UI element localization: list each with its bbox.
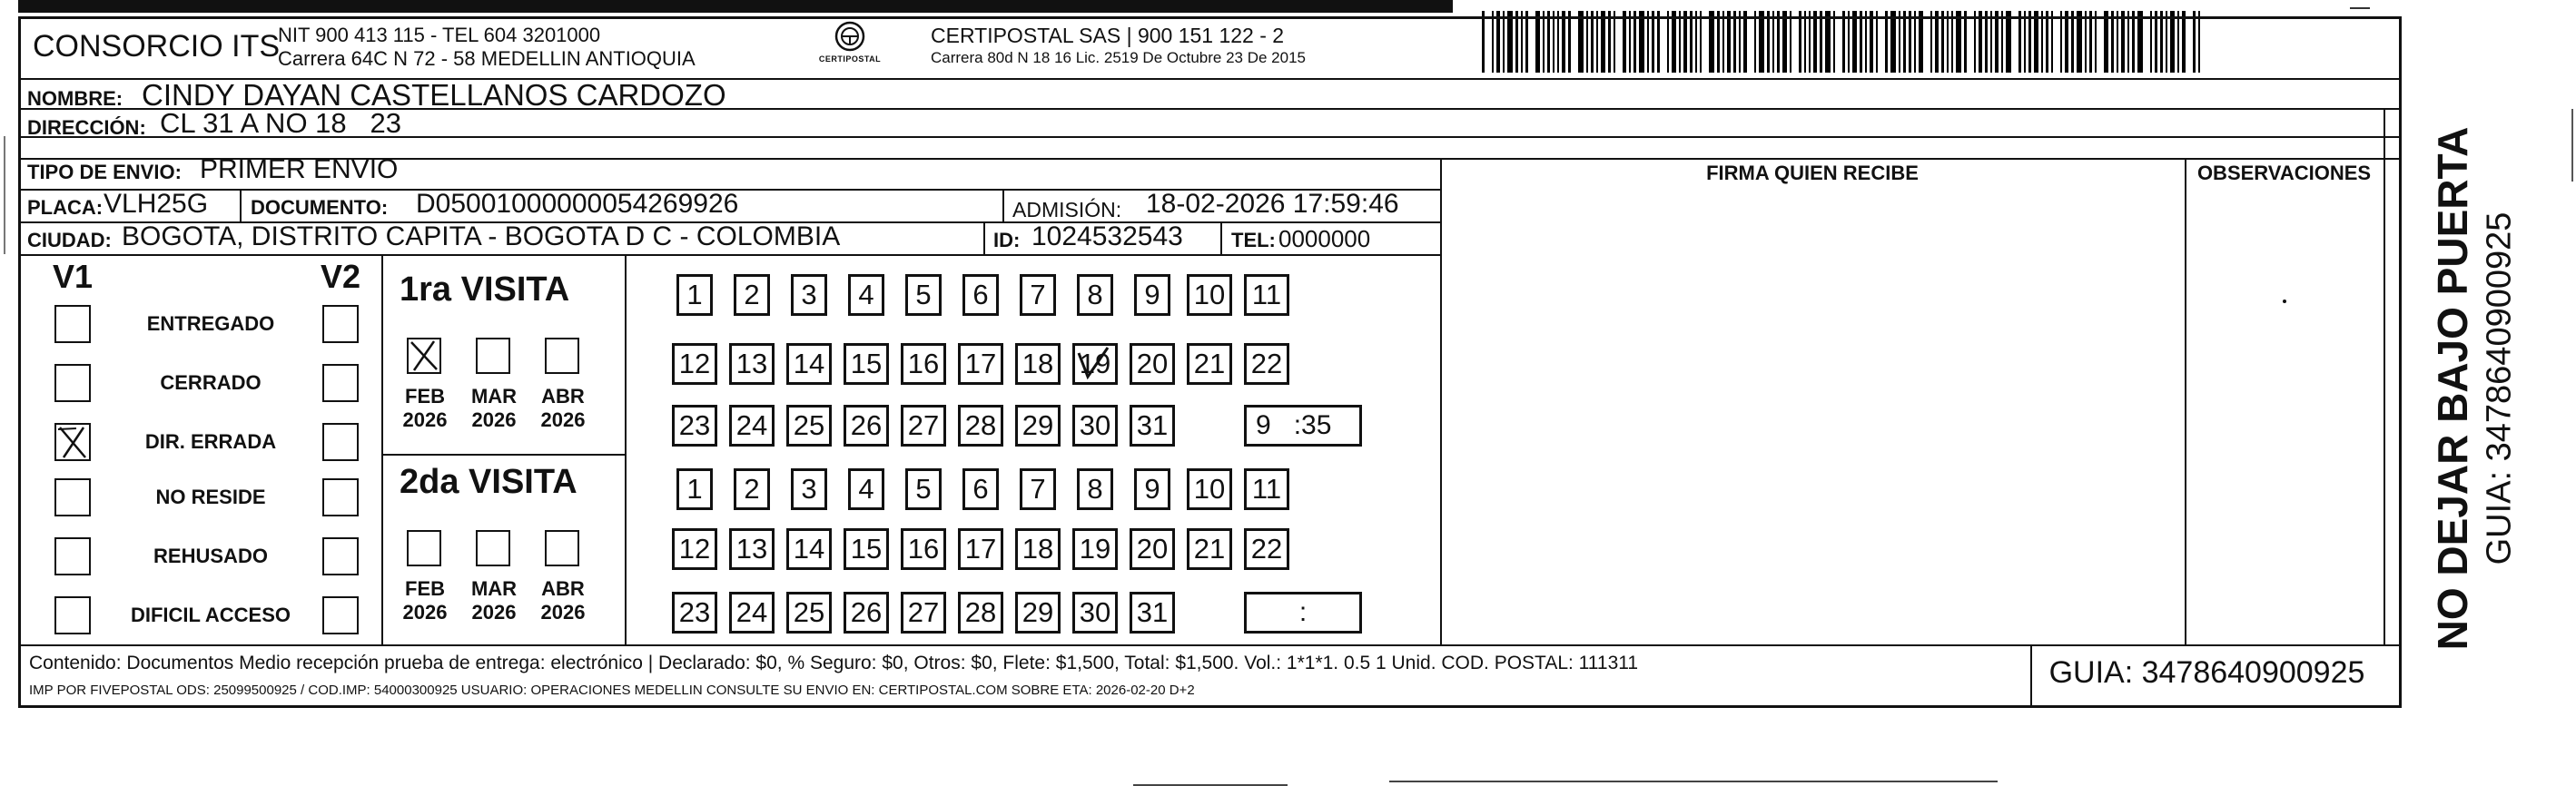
day-number: 23: [678, 409, 711, 441]
visit1-day-box[interactable]: [1187, 274, 1232, 316]
admision-value: 18-02-2026 17:59:46: [1146, 189, 1399, 219]
day-number: 13: [735, 533, 768, 565]
visit1-time-box[interactable]: [1244, 405, 1362, 447]
day-number: 5: [915, 473, 932, 505]
visit1-day-box[interactable]: [734, 274, 770, 316]
visit2-day-box[interactable]: [848, 468, 884, 510]
visit2-day-box[interactable]: [958, 528, 1003, 570]
day-number: 4: [858, 473, 874, 505]
day-number: 17: [964, 533, 997, 565]
day-number: 22: [1250, 533, 1283, 565]
day-number: 29: [1022, 596, 1054, 628]
reason-label: ENTREGADO: [146, 312, 275, 335]
v2-checkbox[interactable]: [322, 537, 359, 575]
visit2-day-box[interactable]: [1077, 468, 1113, 510]
direccion-value: CL 31 A NO 18 23: [160, 107, 401, 139]
visit2-day-box[interactable]: [1187, 528, 1232, 570]
visit1-day-box[interactable]: [1072, 343, 1118, 385]
id-label: ID:: [993, 229, 1021, 251]
day-number: 24: [735, 409, 768, 441]
scan-bottom-mark-2: [1389, 781, 1998, 782]
visit1-day-box[interactable]: [1015, 343, 1061, 385]
visit2-day-box[interactable]: [1072, 592, 1118, 634]
day-number: 21: [1193, 348, 1226, 379]
day-number: 26: [850, 596, 883, 628]
visit2-day-box[interactable]: [729, 592, 775, 634]
day-number: 23: [678, 596, 711, 628]
day-number: 7: [1030, 473, 1046, 505]
header-nit: NIT 900 413 115 - TEL 604 3201000: [278, 24, 601, 46]
visit1-day-box[interactable]: [1187, 343, 1232, 385]
visit1-day-box[interactable]: [901, 405, 946, 447]
visit2-day-box[interactable]: [1130, 528, 1175, 570]
month-name: MAR: [470, 385, 518, 408]
visit1-day-box[interactable]: [791, 274, 827, 316]
visit2-day-box[interactable]: [1015, 592, 1061, 634]
month-year: 2026: [540, 408, 586, 431]
visit1-day-box[interactable]: [786, 343, 832, 385]
firma-header: FIRMA QUIEN RECIBE: [1706, 162, 1919, 184]
day-number: 28: [964, 409, 997, 441]
visit2-day-box[interactable]: [791, 468, 827, 510]
day-number: 14: [793, 533, 825, 565]
day-number: 7: [1030, 279, 1046, 310]
reason-label: DIR. ERRADA: [144, 430, 277, 453]
month-label: [462, 385, 526, 432]
visit2-title: 2da VISITA: [400, 463, 577, 501]
footer-print-info: IMP POR FIVEPOSTAL ODS: 25099500925 / COD.IMP: 54000300925 USUARIO: OPERACIONES MEDELLIN CONSULTE SU ENVIO EN: CERTIPOSTAL.COM SOBRE ETA: 2026-02-20 D+2: [29, 683, 1195, 698]
visit1-day-box[interactable]: [672, 405, 717, 447]
v2-checkbox[interactable]: [322, 364, 359, 402]
month-year: 2026: [402, 408, 448, 431]
reason-label: REHUSADO: [153, 545, 268, 567]
month-label: [393, 577, 457, 624]
visit2-day-box[interactable]: [901, 592, 946, 634]
visit2-day-box[interactable]: [962, 468, 999, 510]
day-number: 28: [964, 596, 997, 628]
certipostal-name: CERTIPOSTAL SAS | 900 151 122 - 2: [931, 24, 1285, 47]
month-label: [531, 385, 595, 432]
visit1-day-box[interactable]: [844, 343, 889, 385]
month-name: FEB: [405, 385, 445, 408]
v2-checkbox[interactable]: [322, 596, 359, 634]
visit2-day-box[interactable]: [672, 528, 717, 570]
day-number: 4: [858, 279, 874, 310]
day-number: 8: [1087, 279, 1103, 310]
direccion-label: DIRECCIÓN:: [27, 116, 146, 139]
day-number: 30: [1079, 409, 1111, 441]
footer-contents: Contenido: Documentos Medio recepción prueba de entrega: electrónico | Declarado: $0, % Seguro: $0, Otros: $0, Flete: $1,500, Total: $1,500. Vol.: 1*1*1. 0.5 1 Unid. COD. POSTAL: 111311: [29, 653, 1639, 673]
visit1-day-box[interactable]: [1077, 274, 1113, 316]
visit1-day-box[interactable]: [1130, 343, 1175, 385]
day-number: 19: [1079, 533, 1111, 565]
month-label: [393, 385, 457, 432]
tel-label: TEL:: [1231, 229, 1276, 251]
month-name: ABR: [541, 577, 585, 600]
day-number: 27: [907, 596, 940, 628]
month-name: MAR: [470, 577, 518, 600]
documento-value: D05001000000054269926: [416, 189, 739, 219]
documento-label: DOCUMENTO:: [251, 196, 389, 219]
reason-label: DIFICIL ACCESO: [130, 604, 291, 626]
month-name: ABR: [541, 385, 585, 408]
day-number: 6: [972, 279, 989, 310]
placa-value: VLH25G: [104, 189, 209, 219]
day-number: 3: [801, 279, 817, 310]
visit2-day-box[interactable]: [844, 592, 889, 634]
v2-checkbox[interactable]: [322, 423, 359, 461]
placa-label: PLACA:: [27, 196, 104, 219]
day-number: 16: [907, 348, 940, 379]
tipo-envio-value: PRIMER ENVIO: [200, 154, 399, 184]
day-number: 10: [1193, 279, 1226, 310]
visit2-day-box[interactable]: [1244, 528, 1289, 570]
day-number: 15: [850, 348, 883, 379]
visit1-day-box[interactable]: [848, 274, 884, 316]
day-number: 13: [735, 348, 768, 379]
day-number: 21: [1193, 533, 1226, 565]
month-year: 2026: [402, 601, 448, 624]
day-number: 1: [686, 279, 703, 310]
visit2-month-checkbox[interactable]: [407, 530, 441, 566]
visit1-day-box[interactable]: [901, 343, 946, 385]
visit1-day-box[interactable]: [1015, 405, 1061, 447]
visit2-month-checkbox[interactable]: [476, 530, 510, 566]
scan-edge-right: [2571, 109, 2573, 182]
day-number: 10: [1193, 473, 1226, 505]
visit1-day-box[interactable]: [1134, 274, 1170, 316]
day-number: 18: [1022, 533, 1054, 565]
reason-label: CERRADO: [160, 371, 262, 394]
visit2-day-box[interactable]: [844, 528, 889, 570]
day-number: 31: [1136, 409, 1169, 441]
visit2-day-box[interactable]: [901, 528, 946, 570]
visit1-day-box[interactable]: [672, 343, 717, 385]
day-number: 30: [1079, 596, 1111, 628]
tipo-envio-label: TIPO DE ENVIO:: [27, 161, 182, 183]
time-value: :: [1298, 597, 1308, 627]
reason-label: NO RESIDE: [155, 486, 266, 508]
day-number: 9: [1144, 473, 1160, 505]
side-warning: NO DEJAR BAJO PUERTA: [2429, 126, 2476, 651]
visit2-month-checkbox[interactable]: [545, 530, 579, 566]
day-number: 27: [907, 409, 940, 441]
day-number: 26: [850, 409, 883, 441]
visit1-month-checkbox[interactable]: [476, 338, 510, 374]
month-label: [531, 577, 595, 624]
day-number: 2: [744, 473, 760, 505]
day-number: 3: [801, 473, 817, 505]
visit1-day-box[interactable]: [1130, 405, 1175, 447]
visit2-day-box[interactable]: [1187, 468, 1232, 510]
visit1-day-box[interactable]: [844, 405, 889, 447]
visit2-day-box[interactable]: [786, 528, 832, 570]
visit2-time-box[interactable]: [1244, 592, 1362, 634]
side-guia: GUIA: 3478640900925: [2480, 211, 2519, 565]
visit1-month-checkbox[interactable]: [545, 338, 579, 374]
visit1-day-box[interactable]: [729, 405, 775, 447]
day-number: 9: [1144, 279, 1160, 310]
visit1-day-box[interactable]: [962, 274, 999, 316]
nombre-value: CINDY DAYAN CASTELLANOS CARDOZO: [142, 78, 726, 112]
check-mark-icon: [1075, 346, 1115, 384]
day-number: 6: [972, 473, 989, 505]
day-number: 20: [1136, 533, 1169, 565]
ciudad-value: BOGOTA, DISTRITO CAPITA - BOGOTA D C - COLOMBIA: [122, 221, 841, 251]
footer-guia: GUIA: 3478640900925: [2048, 655, 2365, 690]
scan-top-edge: [18, 0, 1453, 13]
day-number: 22: [1250, 348, 1283, 379]
v1-header: V1: [53, 258, 94, 295]
day-number: 11: [1251, 279, 1282, 310]
month-label: [462, 577, 526, 624]
visit1-day-box[interactable]: [905, 274, 942, 316]
visit2-day-box[interactable]: [676, 468, 713, 510]
visit2-day-box[interactable]: [672, 592, 717, 634]
v2-checkbox[interactable]: [322, 478, 359, 516]
visit1-day-box[interactable]: [729, 343, 775, 385]
visit1-day-box[interactable]: [958, 405, 1003, 447]
day-number: 25: [793, 596, 825, 628]
day-number: 5: [915, 279, 932, 310]
day-number: 2: [744, 279, 760, 310]
visit2-day-box[interactable]: [1020, 468, 1056, 510]
observaciones-header: OBSERVACIONES: [2196, 162, 2372, 184]
day-number: 12: [678, 533, 711, 565]
time-value: 9 :35: [1256, 410, 1332, 440]
v2-header: V2: [321, 258, 361, 295]
visit1-day-box[interactable]: [786, 405, 832, 447]
visit1-day-box[interactable]: [1244, 343, 1289, 385]
visit1-day-box[interactable]: [676, 274, 713, 316]
scan-edge-left: [4, 136, 5, 254]
visit1-month-checkbox[interactable]: [407, 338, 441, 374]
month-name: FEB: [405, 577, 445, 600]
header-company: CONSORCIO ITS: [33, 29, 281, 64]
visit2-day-box[interactable]: [1134, 468, 1170, 510]
month-year: 2026: [540, 601, 586, 624]
day-number: 1: [686, 473, 703, 505]
visit1-day-box[interactable]: [1244, 274, 1289, 316]
visit2-day-box[interactable]: [958, 592, 1003, 634]
visit2-day-box[interactable]: [1072, 528, 1118, 570]
day-number: 25: [793, 409, 825, 441]
day-number: 17: [964, 348, 997, 379]
day-number: 14: [793, 348, 825, 379]
month-year: 2026: [471, 601, 517, 624]
visit2-day-box[interactable]: [1130, 592, 1175, 634]
visit1-day-box[interactable]: [958, 343, 1003, 385]
day-number: 11: [1251, 473, 1282, 505]
day-number: 29: [1022, 409, 1054, 441]
month-year: 2026: [471, 408, 517, 431]
day-number: 8: [1087, 473, 1103, 505]
day-number: 31: [1136, 596, 1169, 628]
observaciones-area: [2186, 191, 2382, 643]
visit2-day-box[interactable]: [1244, 468, 1289, 510]
ciudad-label: CIUDAD:: [27, 229, 112, 251]
id-value: 1024532543: [1031, 221, 1183, 251]
visit2-day-box[interactable]: [1015, 528, 1061, 570]
visit2-day-box[interactable]: [734, 468, 770, 510]
cross-mark-icon: [409, 339, 439, 372]
day-number: 20: [1136, 348, 1169, 379]
visit1-day-box[interactable]: [1020, 274, 1056, 316]
nombre-label: NOMBRE:: [27, 87, 123, 110]
admision-label: ADMISIÓN:: [1012, 198, 1122, 221]
visit1-title: 1ra VISITA: [400, 270, 570, 309]
day-number: 16: [907, 533, 940, 565]
header-address: Carrera 64C N 72 - 58 MEDELLIN ANTIOQUIA: [278, 47, 696, 70]
visit2-day-box[interactable]: [729, 528, 775, 570]
certipostal-license: Carrera 80d N 18 16 Lic. 2519 De Octubre 23 De 2015: [931, 49, 1306, 66]
tel-value: 0000000: [1278, 225, 1371, 252]
visit2-day-box[interactable]: [905, 468, 942, 510]
day-number: 12: [678, 348, 711, 379]
logo-text: CERTIPOSTAL: [818, 54, 882, 64]
scan-edge-mark: [2350, 7, 2370, 9]
visit1-day-box[interactable]: [1072, 405, 1118, 447]
day-number: 18: [1022, 348, 1054, 379]
firma-area: [1442, 191, 2183, 643]
day-number: 24: [735, 596, 768, 628]
visit2-day-box[interactable]: [786, 592, 832, 634]
day-number: 19: [1079, 348, 1111, 379]
observaciones-dot: [2283, 300, 2286, 303]
v2-checkbox[interactable]: [322, 305, 359, 343]
day-number: 15: [850, 533, 883, 565]
